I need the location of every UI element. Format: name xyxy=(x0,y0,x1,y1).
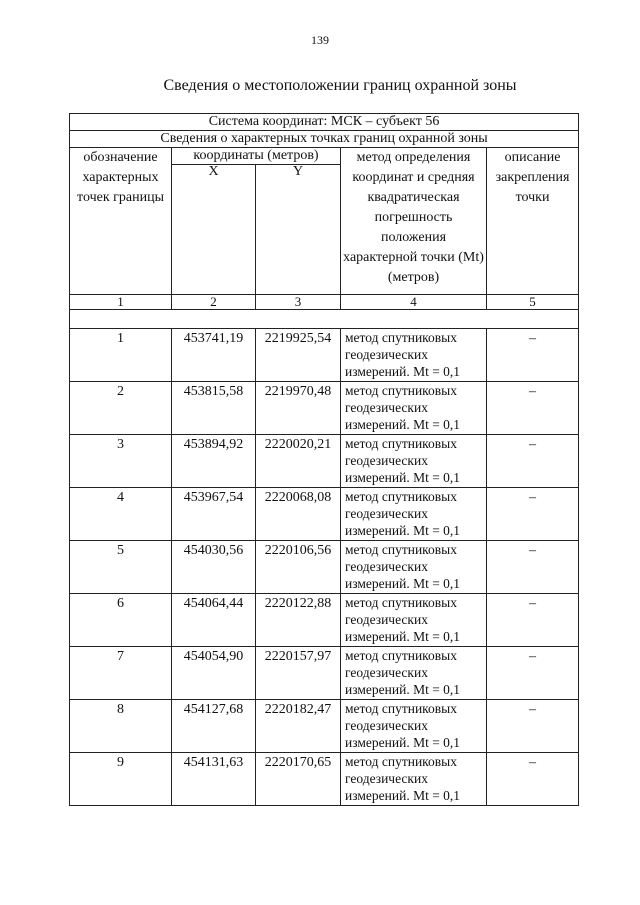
method-cell: метод спутниковых геодезических измерений. Mt = 0,1 xyxy=(341,700,487,753)
header-method: метод определения координат и средняя квадратическая погрешность положения характерной точки (Mt) (метров) xyxy=(341,148,487,295)
y-coordinate-cell: 2220122,88 xyxy=(256,594,341,647)
method-cell: метод спутниковых геодезических измерений. Mt = 0,1 xyxy=(341,435,487,488)
method-cell: метод спутниковых геодезических измерений. Mt = 0,1 xyxy=(341,488,487,541)
table-row xyxy=(70,541,579,594)
method-cell: метод спутниковых геодезических измерений. Mt = 0,1 xyxy=(341,647,487,700)
coordinate-system-cell: Система координат: МСК – субъект 56 xyxy=(70,114,579,131)
description-cell: – xyxy=(487,700,579,753)
column-number-cell: 2 xyxy=(172,295,256,310)
description-cell: – xyxy=(487,647,579,700)
y-coordinate-cell: 2220106,56 xyxy=(256,541,341,594)
y-coordinate-cell: 2220068,08 xyxy=(256,488,341,541)
point-cell: 3 xyxy=(70,435,172,488)
spacer-row xyxy=(70,310,579,329)
point-cell: 2 xyxy=(70,382,172,435)
y-coordinate-cell: 2220157,97 xyxy=(256,647,341,700)
table-row xyxy=(70,594,579,647)
document-title: Сведения о местоположении границ охранной зоны xyxy=(163,77,517,94)
point-cell: 7 xyxy=(70,647,172,700)
page-number: 139 xyxy=(311,33,329,47)
description-cell: – xyxy=(487,435,579,488)
x-coordinate-cell: 453894,92 xyxy=(172,435,256,488)
description-cell: – xyxy=(487,594,579,647)
x-coordinate-cell: 453741,19 xyxy=(172,329,256,382)
table-row xyxy=(70,488,579,541)
section-title-cell: Сведения о характерных точках границ охранной зоны xyxy=(70,131,579,148)
table-row xyxy=(70,647,579,700)
column-number-cell: 5 xyxy=(487,295,579,310)
y-coordinate-cell: 2220170,65 xyxy=(256,753,341,806)
y-coordinate-cell: 2219970,48 xyxy=(256,382,341,435)
column-number-cell: 1 xyxy=(70,295,172,310)
y-coordinate-cell: 2220182,47 xyxy=(256,700,341,753)
description-cell: – xyxy=(487,541,579,594)
table-body xyxy=(70,329,579,806)
table-row xyxy=(70,700,579,753)
point-cell: 6 xyxy=(70,594,172,647)
x-coordinate-cell: 454064,44 xyxy=(172,594,256,647)
y-coordinate-cell: 2220020,21 xyxy=(256,435,341,488)
x-coordinate-cell: 453967,54 xyxy=(172,488,256,541)
method-cell: метод спутниковых геодезических измерений. Mt = 0,1 xyxy=(341,753,487,806)
point-cell: 9 xyxy=(70,753,172,806)
boundary-points-table xyxy=(69,113,579,806)
table-row xyxy=(70,329,579,382)
description-cell: – xyxy=(487,753,579,806)
column-number-cell: 4 xyxy=(341,295,487,310)
table-row xyxy=(70,753,579,806)
table-row xyxy=(70,435,579,488)
method-cell: метод спутниковых геодезических измерений. Mt = 0,1 xyxy=(341,541,487,594)
point-cell: 5 xyxy=(70,541,172,594)
x-coordinate-cell: 454127,68 xyxy=(172,700,256,753)
header-description: описание закрепления точки xyxy=(487,148,579,295)
header-point-designation: обозначение характерных точек границы xyxy=(70,148,172,295)
header-x: X xyxy=(172,165,256,295)
table-row xyxy=(70,382,579,435)
method-cell: метод спутниковых геодезических измерений. Mt = 0,1 xyxy=(341,329,487,382)
column-number-cell: 3 xyxy=(256,295,341,310)
method-cell: метод спутниковых геодезических измерений. Mt = 0,1 xyxy=(341,594,487,647)
x-coordinate-cell: 453815,58 xyxy=(172,382,256,435)
description-cell: – xyxy=(487,488,579,541)
x-coordinate-cell: 454054,90 xyxy=(172,647,256,700)
point-cell: 8 xyxy=(70,700,172,753)
point-cell: 1 xyxy=(70,329,172,382)
description-cell: – xyxy=(487,329,579,382)
x-coordinate-cell: 454131,63 xyxy=(172,753,256,806)
header-y: Y xyxy=(256,165,341,295)
y-coordinate-cell: 2219925,54 xyxy=(256,329,341,382)
column-numbers-row xyxy=(70,295,579,310)
method-cell: метод спутниковых геодезических измерений. Mt = 0,1 xyxy=(341,382,487,435)
description-cell: – xyxy=(487,382,579,435)
x-coordinate-cell: 454030,56 xyxy=(172,541,256,594)
header-coordinates: координаты (метров) xyxy=(172,148,341,165)
point-cell: 4 xyxy=(70,488,172,541)
